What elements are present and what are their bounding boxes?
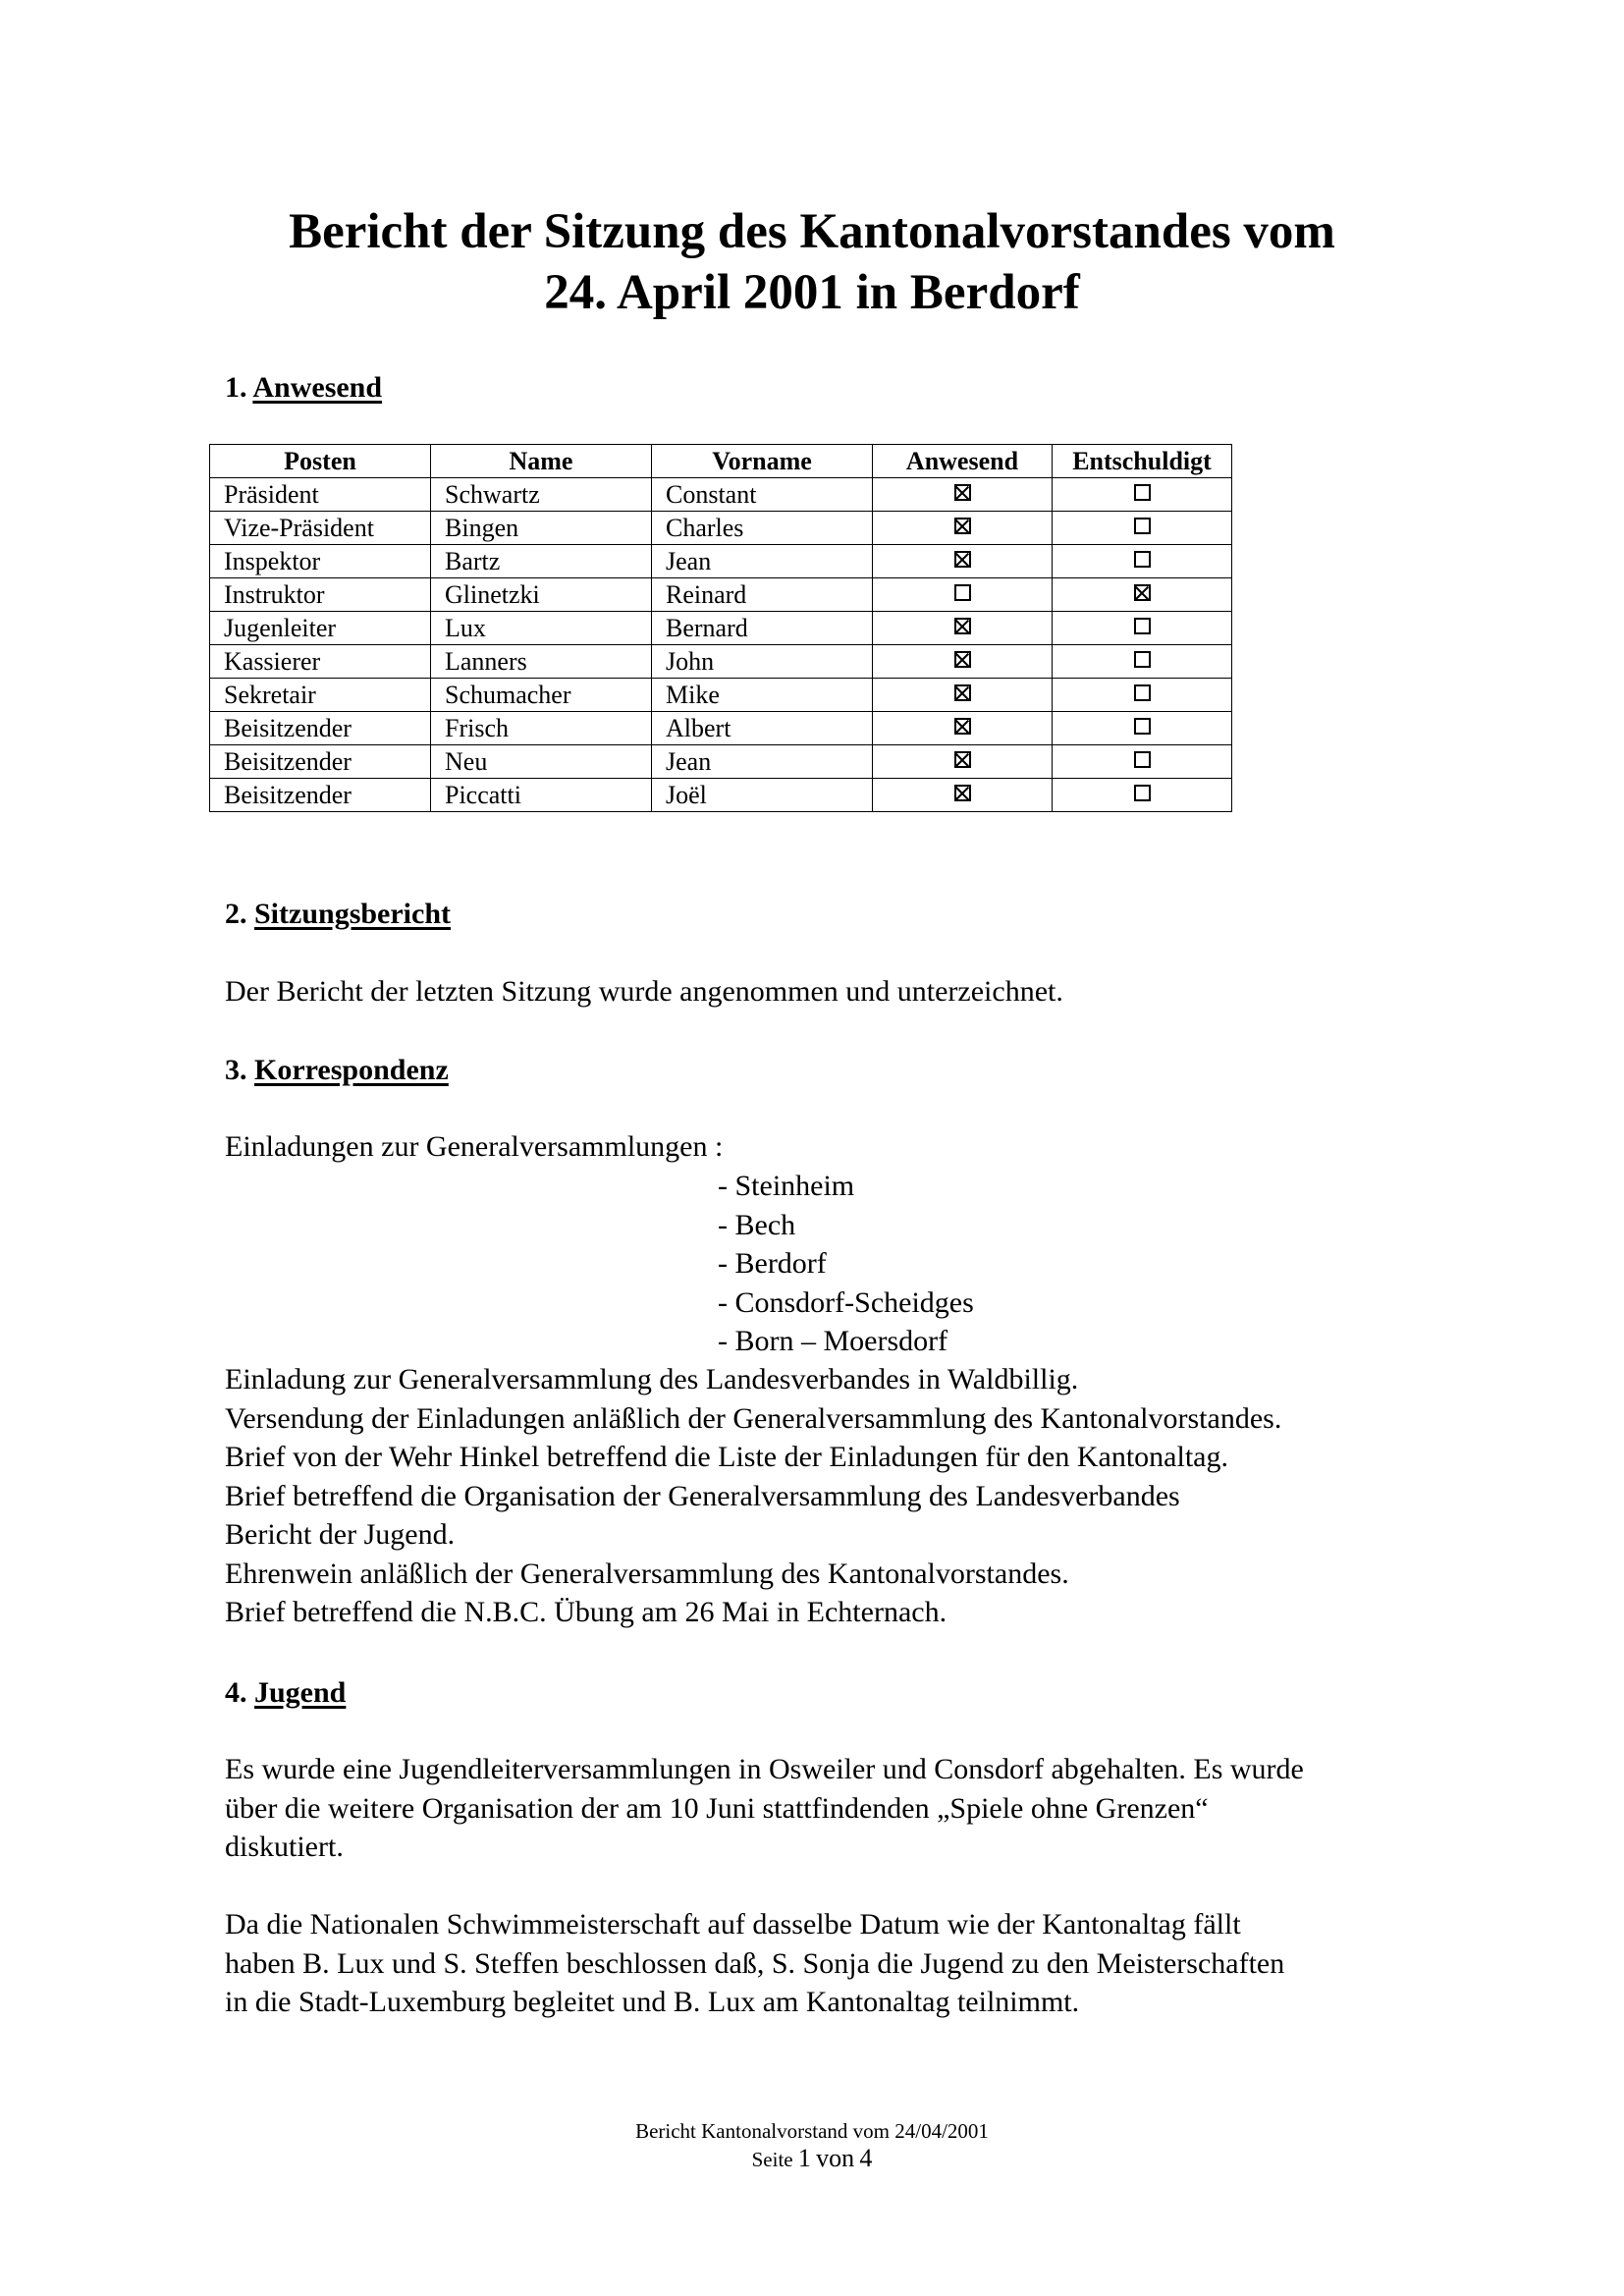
empty-box-icon <box>1134 484 1151 501</box>
table-header-row <box>210 445 1232 478</box>
cell-entschuldigt <box>1053 512 1232 545</box>
text-line: Versendung der Einladungen anläßlich der Generalversammlung des Kantonalvorstandes. <box>225 1401 1282 1435</box>
cell-name: Neu <box>431 745 652 779</box>
checked-box-icon <box>954 651 971 668</box>
section-number: 4. <box>225 1676 247 1709</box>
table-row <box>210 679 1232 712</box>
cell-name: Schumacher <box>431 679 652 712</box>
cell-posten: Jugenleiter <box>210 612 431 645</box>
cell-entschuldigt <box>1053 679 1232 712</box>
cell-posten: Instruktor <box>210 578 431 612</box>
jugend-paragraph-2 <box>225 1905 1284 2022</box>
checked-box-icon <box>954 684 971 701</box>
text-line: diskutiert. <box>225 1831 344 1863</box>
jugend-paragraph-1 <box>225 1750 1304 1867</box>
cell-posten: Kassierer <box>210 645 431 679</box>
section-heading-jugend <box>225 1675 346 1711</box>
table-row <box>210 478 1232 512</box>
attendance-table-body <box>210 478 1232 812</box>
table-row <box>210 545 1232 578</box>
footer-seite: Seite <box>751 2148 793 2171</box>
cell-vorname: Constant <box>652 478 873 512</box>
cell-posten: Präsident <box>210 478 431 512</box>
table-row <box>210 512 1232 545</box>
cell-anwesend <box>873 512 1053 545</box>
cell-vorname: Charles <box>652 512 873 545</box>
attendance-table <box>209 444 1232 812</box>
cell-entschuldigt <box>1053 645 1232 679</box>
cell-anwesend <box>873 679 1053 712</box>
cell-name: Piccatti <box>431 779 652 812</box>
table-row <box>210 712 1232 745</box>
korrespondenz-lines <box>225 1360 1281 1632</box>
empty-box-icon <box>1134 651 1151 668</box>
section-label: Sitzungsbericht <box>254 898 452 930</box>
checked-box-icon <box>954 518 971 534</box>
table-row <box>210 645 1232 679</box>
section-label: Anwesend <box>252 371 383 404</box>
section-number: 2. <box>225 898 247 930</box>
footer-total: 4 <box>859 2144 873 2172</box>
checked-box-icon <box>954 618 971 634</box>
list-item: - Bech <box>718 1208 796 1241</box>
cell-vorname: Joël <box>652 779 873 812</box>
page-number <box>0 2145 1624 2173</box>
column-header-vorname: Vorname <box>652 445 873 478</box>
cell-vorname: Jean <box>652 745 873 779</box>
cell-name: Schwartz <box>431 478 652 512</box>
section-number: 1. <box>225 371 247 404</box>
sitzungsbericht-text: Der Bericht der letzten Sitzung wurde angenommen und unterzeichnet. <box>225 975 1063 1008</box>
empty-box-icon <box>1134 718 1151 735</box>
cell-anwesend <box>873 779 1053 812</box>
cell-entschuldigt <box>1053 745 1232 779</box>
cell-name: Bingen <box>431 512 652 545</box>
text-line: Ehrenwein anläßlich der Generalversammlung des Kantonalvorstandes. <box>225 1557 1069 1590</box>
section-label: Korrespondenz <box>254 1054 449 1086</box>
cell-anwesend <box>873 478 1053 512</box>
cell-name: Lux <box>431 612 652 645</box>
checked-box-icon <box>954 718 971 735</box>
footer-von: von <box>816 2144 855 2172</box>
cell-vorname: Bernard <box>652 612 873 645</box>
checked-box-icon <box>1134 584 1151 601</box>
empty-box-icon <box>1134 551 1151 568</box>
empty-box-icon <box>954 584 971 601</box>
list-item: - Consdorf-Scheidges <box>718 1285 974 1319</box>
text-line: haben B. Lux und S. Steffen beschlossen daß, S. Sonja die Jugend zu den Meisterschaften <box>225 1946 1285 1980</box>
cell-anwesend <box>873 578 1053 612</box>
cell-entschuldigt <box>1053 545 1232 578</box>
document-title <box>0 201 1624 323</box>
korrespondenz-intro: Einladungen zur Generalversammlungen : <box>225 1130 724 1163</box>
cell-anwesend <box>873 745 1053 779</box>
text-line: über die weitere Organisation der am 10 Juni stattfindenden „Spiele ohne Grenzen“ <box>225 1791 1209 1825</box>
cell-name: Glinetzki <box>431 578 652 612</box>
column-header-name: Name <box>431 445 652 478</box>
table-row <box>210 745 1232 779</box>
cell-name: Frisch <box>431 712 652 745</box>
text-line: Brief betreffend die N.B.C. Übung am 26 Mai in Echternach. <box>225 1596 947 1628</box>
checked-box-icon <box>954 484 971 501</box>
text-line: Einladung zur Generalversammlung des Landesverbandes in Waldbillig. <box>225 1363 1079 1395</box>
cell-vorname: Reinard <box>652 578 873 612</box>
column-header-entschuldigt: Entschuldigt <box>1053 445 1232 478</box>
title-line-1: Bericht der Sitzung des Kantonalvorstandes vom <box>289 204 1335 259</box>
table-row <box>210 779 1232 812</box>
list-item: - Steinheim <box>718 1170 855 1202</box>
text-line: Brief betreffend die Organisation der Generalversammlung des Landesverbandes <box>225 1479 1180 1512</box>
cell-anwesend <box>873 645 1053 679</box>
text-line: Es wurde eine Jugendleiterversammlungen in Osweiler und Consdorf abgehalten. Es wurde <box>225 1753 1304 1785</box>
cell-entschuldigt <box>1053 779 1232 812</box>
cell-anwesend <box>873 612 1053 645</box>
title-line-2: 24. April 2001 in Berdorf <box>544 265 1080 320</box>
cell-posten: Vize-Präsident <box>210 512 431 545</box>
cell-posten: Beisitzender <box>210 712 431 745</box>
cell-anwesend <box>873 712 1053 745</box>
empty-box-icon <box>1134 684 1151 701</box>
empty-box-icon <box>1134 751 1151 768</box>
column-header-posten: Posten <box>210 445 431 478</box>
cell-vorname: Albert <box>652 712 873 745</box>
cell-posten: Sekretair <box>210 679 431 712</box>
text-line: Brief von der Wehr Hinkel betreffend die Liste der Einladungen für den Kantonaltag. <box>225 1441 1228 1473</box>
cell-posten: Beisitzender <box>210 779 431 812</box>
cell-vorname: Mike <box>652 679 873 712</box>
section-heading-sitzungsbericht <box>225 897 451 932</box>
table-row <box>210 578 1232 612</box>
cell-posten: Beisitzender <box>210 745 431 779</box>
section-heading-anwesend <box>225 370 382 406</box>
cell-anwesend <box>873 545 1053 578</box>
cell-entschuldigt <box>1053 578 1232 612</box>
checked-box-icon <box>954 751 971 768</box>
einladungen-list <box>718 1167 974 1361</box>
cell-vorname: Jean <box>652 545 873 578</box>
text-line: Da die Nationalen Schwimmeisterschaft auf dasselbe Datum wie der Kantonaltag fällt <box>225 1908 1241 1941</box>
footer-title: Bericht Kantonalvorstand vom 24/04/2001 <box>635 2119 989 2143</box>
table-row <box>210 612 1232 645</box>
footer-page: 1 <box>797 2144 811 2172</box>
section-heading-korrespondenz <box>225 1053 449 1088</box>
text-line: in die Stadt-Luxemburg begleitet und B. Lux am Kantonaltag teilnimmt. <box>225 1986 1080 2018</box>
empty-box-icon <box>1134 518 1151 534</box>
cell-entschuldigt <box>1053 712 1232 745</box>
cell-entschuldigt <box>1053 478 1232 512</box>
cell-posten: Inspektor <box>210 545 431 578</box>
checked-box-icon <box>954 551 971 568</box>
empty-box-icon <box>1134 785 1151 801</box>
list-item: - Berdorf <box>718 1247 827 1280</box>
list-item: - Born – Moersdorf <box>718 1325 948 1357</box>
text-line: Bericht der Jugend. <box>225 1518 456 1551</box>
cell-name: Lanners <box>431 645 652 679</box>
empty-box-icon <box>1134 618 1151 634</box>
column-header-anwesend: Anwesend <box>873 445 1053 478</box>
section-label: Jugend <box>254 1676 347 1709</box>
cell-name: Bartz <box>431 545 652 578</box>
cell-vorname: John <box>652 645 873 679</box>
cell-entschuldigt <box>1053 612 1232 645</box>
checked-box-icon <box>954 785 971 801</box>
section-number: 3. <box>225 1054 247 1086</box>
